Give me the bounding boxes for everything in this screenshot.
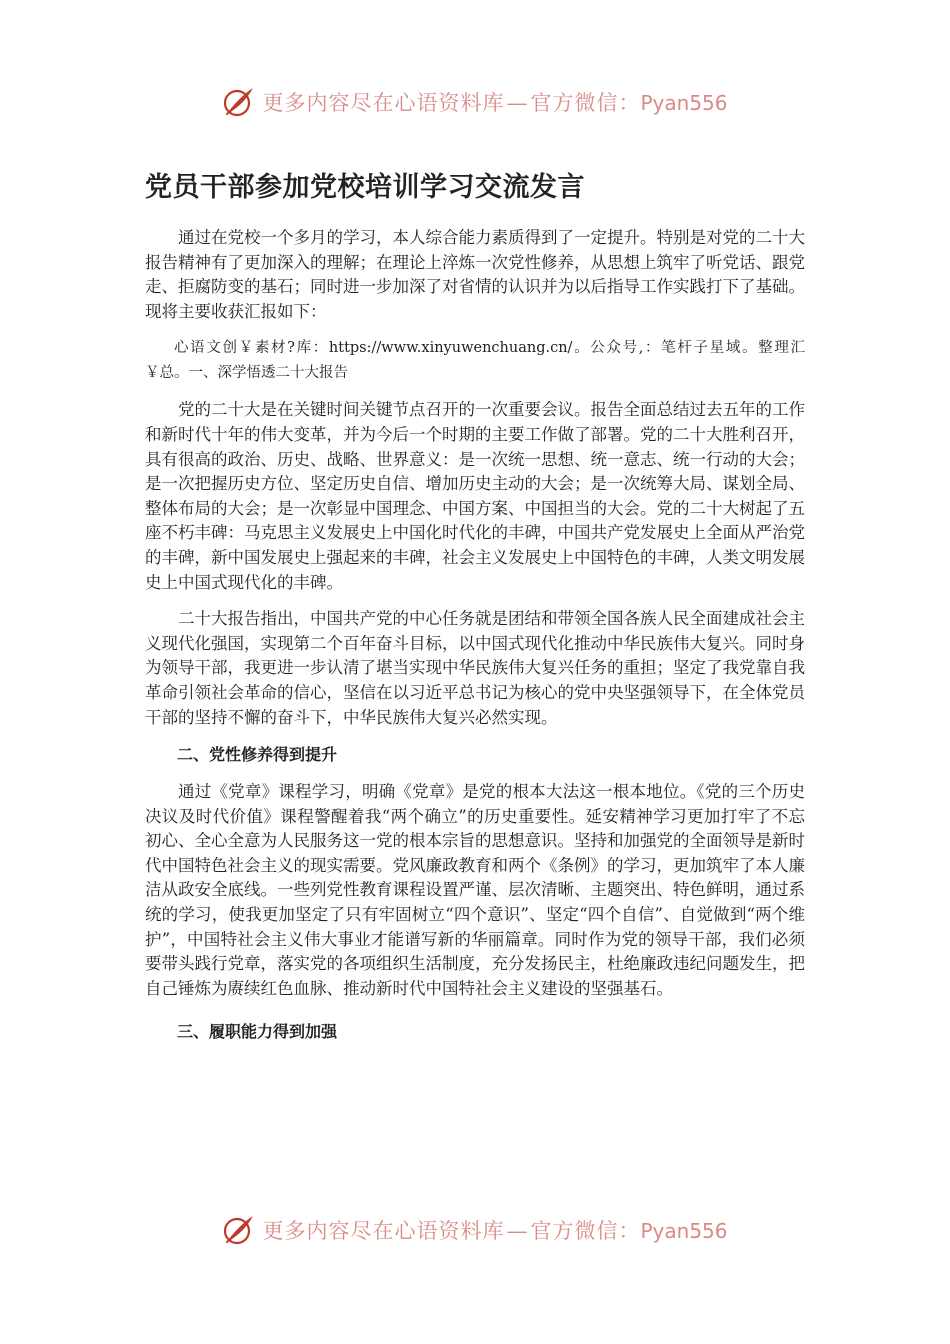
banner-wechat-id: Pyan556 (640, 1219, 728, 1243)
footer-banner (0, 1208, 950, 1252)
section1-paragraph-1: 党的二十大是在关键时间关键节点召开的一次重要会议。报告全面总结过去五年的工作和新时代十年的伟大变革，并为今后一个时期的主要工作做了部署。党的二十大胜利召开，具有很高的政治、历史、战略、世界意义：是一次统一思想、统一意志、统一行动的大会；是一次把握历史方位、坚定历史自信、增加历史主动的大会；是一次统筹大局、谋划全局、整体布局的大会；是一次彰显中国理念、中国方案、中国担当的大会。党的二十大树起了五座不朽丰碑：马克思主义发展史上中国化时代化的丰碑，中国共产党发展史上全面从严治党的丰碑，新中国发展史上强起来的丰碑，社会主义发展史上中国特色的丰碑，人类文明发展史上中国式现代化的丰碑。 (145, 400, 805, 592)
banner-text (262, 87, 727, 117)
quill-logo-icon (222, 85, 256, 119)
document-title: 党员干部参加党校培训学习交流发言 (145, 172, 585, 203)
section3-heading: 三、履职能力得到加强 (177, 1022, 338, 1042)
source-line: 心语文创￥素材?库：https://www.xinyuwenchuang.cn/。公众号,：笔杆子星域。整理汇￥总。一、深学悟透二十大报告 (145, 340, 805, 382)
banner-text (262, 1215, 727, 1245)
banner-separator: — (506, 1219, 529, 1243)
banner-wechat-label: 官方微信： (530, 1219, 641, 1243)
section1-paragraph-2: 二十大报告指出，中国共产党的中心任务就是团结和带领全国各族人民全面建成社会主义现代化强国，实现第二个百年奋斗目标，以中国式现代化推动中华民族伟大复兴。同时身为领导干部，我更进一步认清了堪当实现中华民族伟大复兴任务的重担；坚定了我党靠自我革命引领社会革命的信心，坚信在以习近平总书记为核心的党中央坚强领导下，在全体党员干部的坚持不懈的奋斗下，中华民族伟大复兴必然实现。 (145, 609, 805, 727)
quill-logo-icon (222, 1213, 256, 1247)
header-banner (0, 80, 950, 124)
banner-site-text: 更多内容尽在心语资料库 (262, 1219, 505, 1243)
section2-heading: 二、党性修养得到提升 (177, 745, 338, 765)
banner-wechat-id: Pyan556 (640, 91, 728, 115)
banner-site-text: 更多内容尽在心语资料库 (262, 91, 505, 115)
intro-paragraph: 通过在党校一个多月的学习，本人综合能力素质得到了一定提升。特别是对党的二十大报告精神有了更加深入的理解；在理论上淬炼一次党性修养，从思想上筑牢了听党话、跟党走、拒腐防变的基石；同时进一步加深了对省情的认识并为以后指导工作实践打下了基础。现将主要收获汇报如下： (145, 228, 805, 321)
section2-paragraph-1: 通过《党章》课程学习，明确《党章》是党的根本大法这一根本地位。《党的三个历史决议及时代价值》课程警醒着我“两个确立”的历史重要性。延安精神学习更加打牢了不忘初心、全心全意为人民服务这一党的根本宗旨的思想意识。坚持和加强党的全面领导是新时代中国特色社会主义的现实需要。党风廉政教育和两个《条例》的学习，更加筑牢了本人廉洁从政安全底线。一些列党性教育课程设置严谨、层次清晰、主题突出、特色鲜明，通过系统的学习，使我更加坚定了只有牢固树立“四个意识”、坚定“四个自信”、自觉做到“两个维护”，中国特社会主义伟大事业才能谱写新的华丽篇章。同时作为党的领导干部，我们必须要带头践行党章，落实党的各项组织生活制度，充分发扬民主，杜绝廉政违纪问题发生，把自己锤炼为赓续红色血脉、推动新时代中国特社会主义建设的坚强基石。 (145, 782, 805, 998)
document-body (145, 170, 805, 1057)
banner-separator: — (506, 91, 529, 115)
banner-wechat-label: 官方微信： (530, 91, 641, 115)
